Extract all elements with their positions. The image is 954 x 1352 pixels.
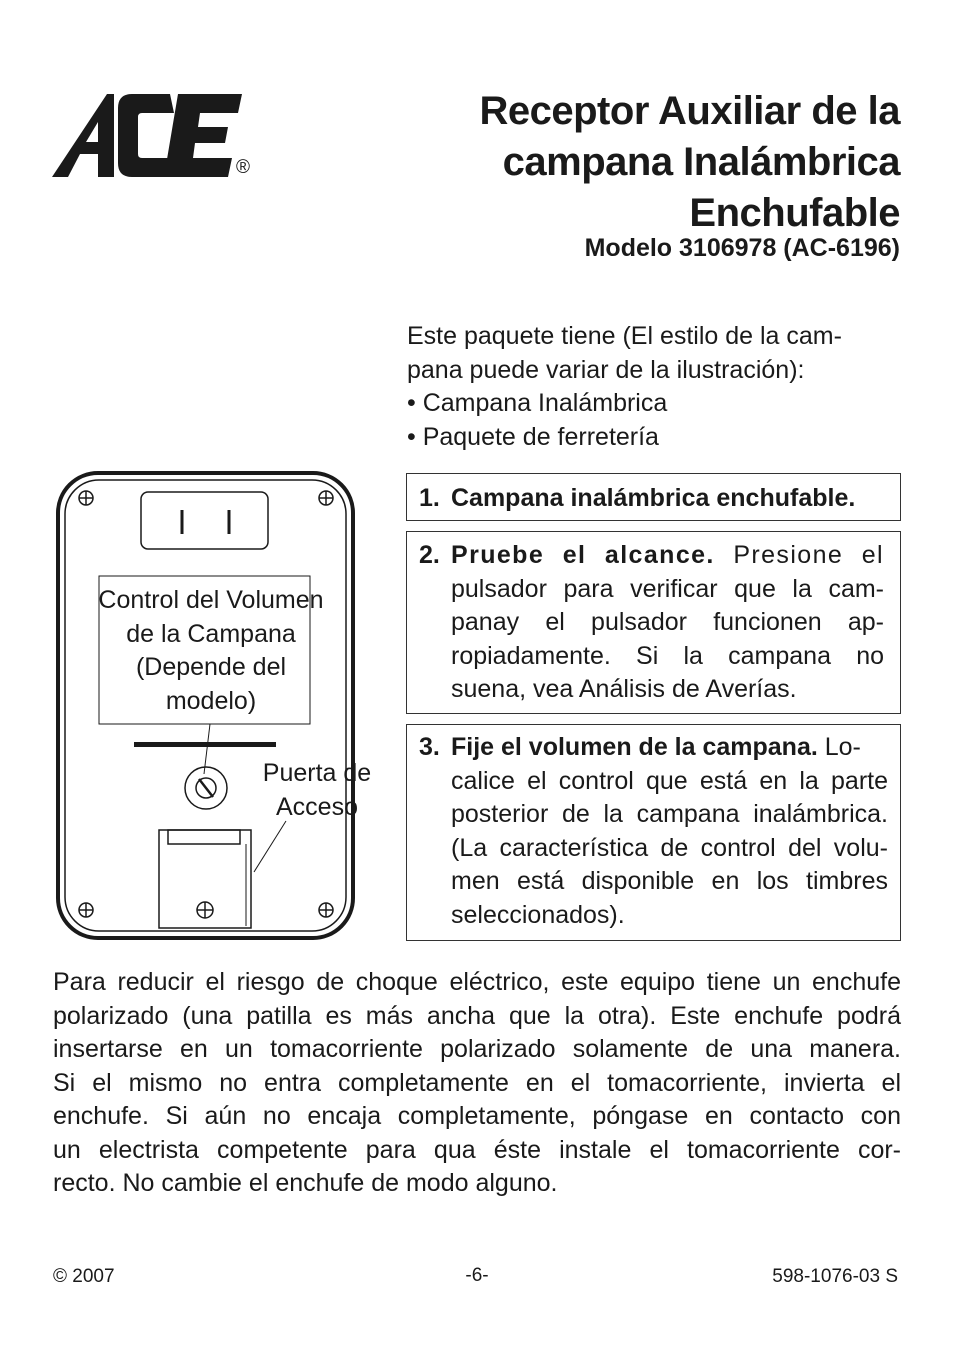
step-line: seleccionados). bbox=[451, 900, 625, 929]
registered-mark: ® bbox=[236, 157, 250, 178]
step-heading: Fije el volumen de la campana. bbox=[451, 733, 818, 761]
warning-line: recto. No cambie el enchufe de modo alguno. bbox=[53, 1169, 558, 1197]
warning-line: un electrista competente para qua éste instale el tomacorriente cor- bbox=[53, 1135, 901, 1164]
warning-line: insertarse en un tomacorriente polarizado solamente de una manera. bbox=[53, 1035, 901, 1063]
title-line: Receptor Auxiliar de la bbox=[479, 89, 900, 133]
step-3-box bbox=[406, 724, 901, 941]
label-line: Puerta de bbox=[262, 759, 372, 787]
model-number: Modelo 3106978 (AC-6196) bbox=[584, 234, 900, 262]
label-line: modelo) bbox=[165, 686, 257, 715]
copyright: © 2007 bbox=[53, 1266, 115, 1287]
step-number: 2. bbox=[419, 541, 440, 569]
step-line: Lo- bbox=[817, 733, 861, 761]
step-number: 1. bbox=[419, 484, 440, 512]
ace-logo-mark bbox=[52, 92, 267, 184]
ace-logo bbox=[52, 92, 267, 184]
title-line: Enchufable bbox=[689, 191, 900, 235]
step-line: pulsador para verificar que la cam- bbox=[451, 574, 884, 603]
label-line: de la Campana bbox=[126, 619, 296, 648]
title-line: campana Inalámbrica bbox=[502, 140, 900, 184]
page-number: -6- bbox=[465, 1265, 489, 1286]
step-1-box bbox=[406, 473, 901, 521]
warning-line: Si el mismo no entra completamente en el tomacorriente, invierta el bbox=[53, 1068, 901, 1097]
step-line: Presione el bbox=[714, 541, 884, 569]
volume-control-label bbox=[82, 584, 340, 718]
document-code: 598-1076-03 S bbox=[772, 1266, 898, 1287]
step-number: 3. bbox=[419, 733, 440, 761]
step-text: Campana inalámbrica enchufable. bbox=[451, 484, 856, 512]
step-line: suena, vea Análisis de Averías. bbox=[451, 675, 797, 704]
intro-line: Este paquete tiene (El estilo de la cam- bbox=[407, 322, 842, 350]
label-line: Control del Volumen bbox=[98, 586, 324, 614]
step-line: men está disponible en los timbres bbox=[451, 867, 888, 896]
label-line: (Depende del bbox=[135, 653, 287, 681]
warning-line: Para reducir el riesgo de choque eléctrico, este equipo tiene un enchufe bbox=[53, 968, 901, 996]
receiver-diagram bbox=[50, 470, 390, 942]
label-line: Acceso bbox=[276, 792, 358, 821]
step-2-box bbox=[406, 531, 901, 714]
list-item: • Paquete de ferretería bbox=[407, 422, 659, 451]
step-line: ropiadamente. Si la campana no bbox=[451, 641, 884, 670]
access-door-label bbox=[252, 757, 382, 824]
step-heading: Pruebe el alcance. bbox=[451, 541, 715, 569]
step-line: panay el pulsador funcionen ap- bbox=[451, 608, 884, 637]
package-contents bbox=[407, 320, 902, 454]
warning-line: polarizado (una patilla es más ancha que la otra). Este enchufe podrá bbox=[53, 1001, 901, 1030]
page-title bbox=[380, 86, 900, 239]
warning-line: enchufe. Si aún no encaja completamente, póngase en contacto con bbox=[53, 1102, 901, 1130]
step-line: calice el control que está en la parte bbox=[451, 766, 888, 795]
polarized-plug-warning bbox=[53, 966, 901, 1201]
step-line: (La característica de control del volu- bbox=[451, 833, 888, 862]
intro-line: pana puede variar de la ilustración): bbox=[407, 355, 805, 384]
step-line: posterior de la campana inalámbrica. bbox=[451, 800, 888, 829]
list-item: • Campana Inalámbrica bbox=[407, 389, 668, 417]
